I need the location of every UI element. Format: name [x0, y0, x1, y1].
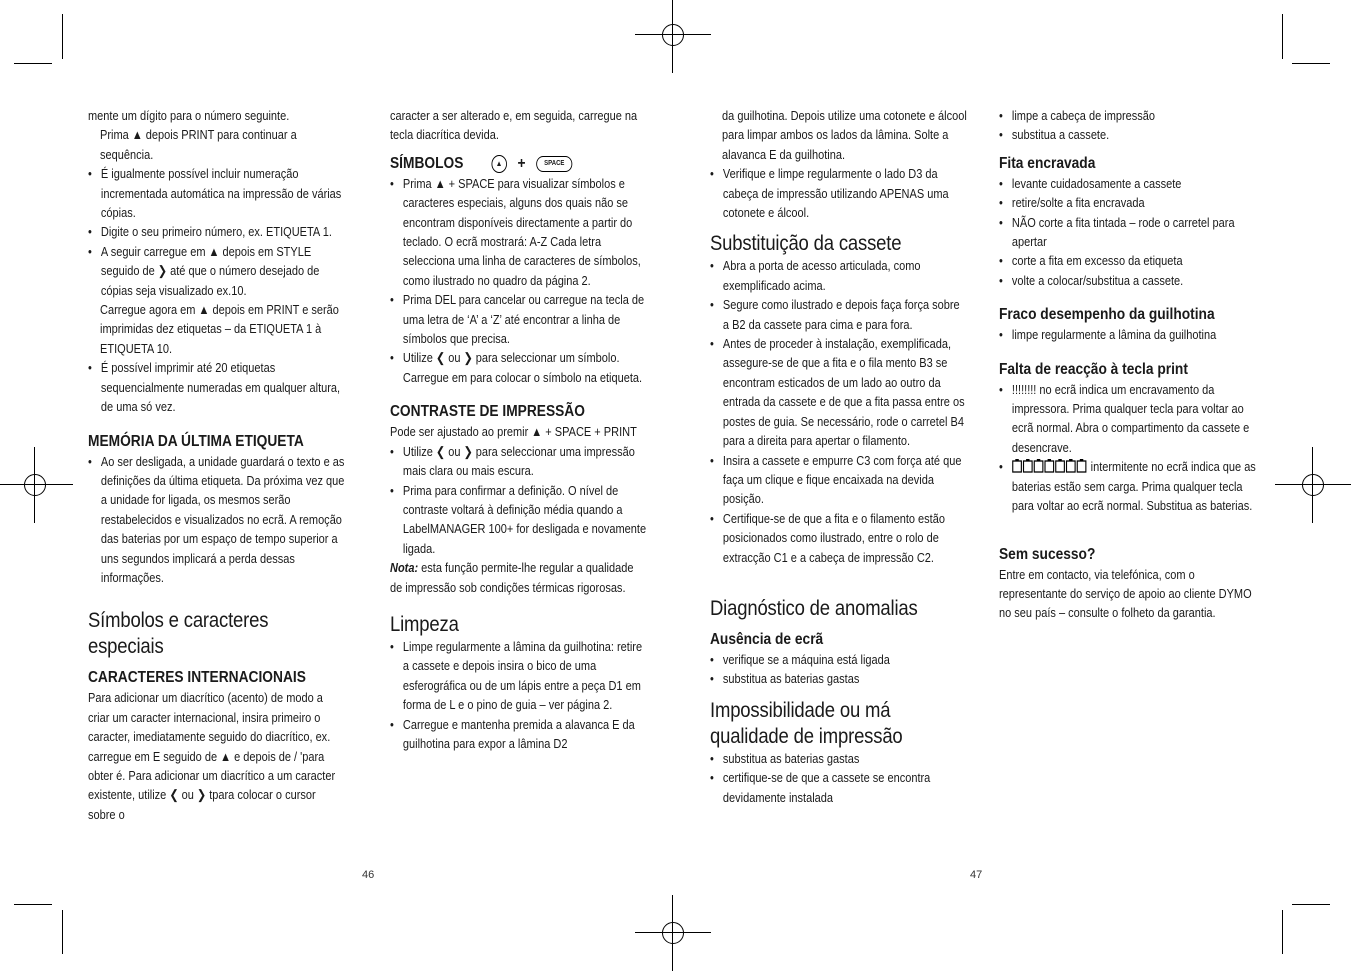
section-heading: CARACTERES INTERNACIONAIS — [88, 669, 306, 687]
list-item: • Certifique-se de que a fita e o filamento estão posicionados como ilustrado, entre o rolo de extracção C1 e a cabeça de impressão C2. — [710, 509, 968, 567]
column-4 — [999, 106, 1266, 623]
list-item: • retire/solte a fita encravada — [999, 193, 1266, 212]
list-item: • Prima ▲ + SPACE para visualizar símbolos e caracteres especiais, alguns dos quais não se encontram disponíveis directamente a partir do teclado. O ecrã mostrará: A-Z Cada letra selecciona uma linha de caracteres de símbolos, como ilustrado no quadro da página 2. — [390, 174, 648, 290]
section-heading: Fita encravada — [999, 154, 1096, 172]
paragraph: Prima ▲ depois PRINT para continuar a sequência. — [100, 127, 297, 162]
section-heading: Ausência de ecrã — [710, 630, 824, 648]
paragraph: caracter a ser alterado e, em seguida, carregue na tecla diacrítica devida. — [390, 108, 638, 143]
section-title: Diagnóstico de anomalias — [710, 595, 918, 620]
list-item: • Carregue e mantenha premida a alavanca E da guilhotina para expor a lâmina D2 — [390, 715, 648, 754]
list-item: • Ao ser desligada, a unidade guardará o texto e as definições da última etiqueta. Da próxima vez que a unidade for ligada, os mesmos serão restabelecidos e visualizados no ecrã. A remoção das baterias por um espaço de tempo superior a uns segundos implicará a perda dessas informações. — [88, 452, 346, 588]
crop-mark — [62, 14, 63, 59]
list-item: • Utilize ❮ ou ❯ para seleccionar um símbolo. Carregue em para colocar o símbolo na etiqueta. — [390, 348, 648, 387]
list-item — [999, 457, 1266, 515]
list-item: • Prima DEL para cancelar ou carregue na tecla de uma letra de ‘A’ a ‘Z’ até encontrar a linha de símbolos que precisa. — [390, 290, 648, 348]
list-item: • Segure como ilustrado e depois faça força sobre a B2 da cassete para cima e para fora. — [710, 295, 968, 334]
list-item: • corte a fita em excesso da etiqueta — [999, 251, 1266, 270]
section-heading: Sem sucesso? — [999, 545, 1096, 563]
list-item: • certifique-se de que a cassete se encontra devidamente instalada — [710, 768, 968, 807]
battery-text: intermitente no ecrã indica que as baterias estão sem carga. Prima qualquer tecla para voltar ao ecrã normal. Substitua as baterias. — [1011, 459, 1256, 514]
paragraph: mente um dígito para o número seguinte. — [88, 108, 290, 123]
registration-mark — [0, 447, 73, 523]
column-3 — [710, 106, 968, 807]
page-number-left: 46 — [362, 869, 375, 881]
paragraph: da guilhotina. Depois utilize uma cotonete e álcool para limpar ambos os lados da lâmina. Solte a alavanca E da guilhotina. — [722, 108, 967, 162]
paragraph: Entre em contacto, via telefónica, com o representante do serviço de apoio ao cliente DYMO no seu país – consulte o folheto da garantia. — [999, 566, 1252, 621]
list-item: • substitua as baterias gastas — [710, 749, 968, 768]
crop-mark — [62, 910, 63, 954]
list-item: • substitua a cassete. — [999, 125, 1266, 144]
section-title: qualidade de impressão — [710, 723, 903, 748]
list-item: • Digite o seu primeiro número, ex. ETIQUETA 1. — [88, 222, 346, 241]
crop-mark — [1292, 904, 1330, 905]
symbols-title: SÍMBOLOS — [390, 154, 464, 172]
list-item: • Antes de proceder à instalação, exemplificada, assegure-se de que a fita e o fila mento B3 se encontram esticados de um lado ao outro da entrada da cassete e de que a fita passa entre os postes de guia. Se necessário, rode o carretel B4 para a direita para apertar o filamento. — [710, 334, 968, 450]
crop-mark — [1282, 910, 1283, 954]
note-text: esta função permite-lhe regular a qualidade de impressão sob condições térmicas rigorosas. — [390, 560, 634, 595]
section-heading — [390, 153, 648, 174]
section-title: Impossibilidade ou má — [710, 697, 891, 722]
paragraph: Carregue agora em ▲ depois em PRINT e serão imprimidas dez etiquetas – da ETIQUETA 1 à ETIQUETA 10. — [100, 302, 339, 356]
registration-mark — [1275, 447, 1351, 523]
section-heading: Fraco desempenho da guilhotina — [999, 306, 1215, 324]
section-title: Limpeza — [390, 611, 459, 636]
registration-mark — [635, 0, 711, 73]
space-key-icon: SPACE — [536, 156, 572, 172]
list-item: • Insira a cassete e empurre C3 com força até que faça um clique e fique encaixada na devida posição. — [710, 451, 968, 509]
battery-low-icon — [1012, 459, 1088, 473]
crop-mark — [1292, 63, 1330, 64]
column-2 — [390, 106, 648, 753]
list-item: • NÃO corte a fita tintada – rode o carretel para apertar — [999, 213, 1266, 252]
list-item: • Abra a porta de acesso articulada, como exemplificado acima. — [710, 256, 968, 295]
section-heading: MEMÓRIA DA ÚLTIMA ETIQUETA — [88, 432, 304, 450]
list-item: • Prima para confirmar a definição. O nível de contraste voltará à definição média quando a LabelMANAGER 100+ for desligada e novamente ligada. — [390, 481, 648, 559]
plus-sign: + — [517, 154, 526, 172]
registration-mark — [635, 895, 711, 971]
list-item: • !!!!!!!! no ecrã indica um encravamento da impressora. Prima qualquer tecla para voltar ao ecrã normal. Abra o compartimento da cassete e desencrave. — [999, 380, 1266, 458]
column-1 — [88, 106, 346, 824]
list-item: • verifique se a máquina está ligada — [710, 650, 968, 669]
list-item: • limpe a cabeça de impressão — [999, 106, 1266, 125]
section-title: Substituição da cassete — [710, 231, 902, 256]
section-heading: Falta de reacção à tecla print — [999, 360, 1188, 378]
list-item: • substitua as baterias gastas — [710, 669, 968, 688]
list-item: • Limpe regularmente a lâmina da guilhotina: retire a cassete e depois insira o bico de uma esferográfica ou de um lápis entre a peça D1 em forma de L e o pino de guia – ver página 2. — [390, 637, 648, 715]
list-item: • volte a colocar/substitua a cassete. — [999, 271, 1266, 290]
crop-mark — [14, 63, 52, 64]
crop-mark — [14, 904, 52, 905]
paragraph: Para adicionar um diacrítico (acento) de modo a criar um caracter internacional, insira primeiro o caracter, imediatamente seguido do diacrítico, ex. carregue em E seguido de ▲ e depois de / 'para obter é. Para adicionar um diacrítico a um caracter existente, utilize ❮ ou ❯ tpara colocar o cursor sobre o — [88, 690, 336, 822]
list-item: • Verifique e limpe regularmente o lado D3 da cabeça de impressão utilizando APENAS uma cotonete e álcool. — [710, 164, 968, 222]
paragraph: Pode ser ajustado ao premir ▲ + SPACE + PRINT — [390, 424, 637, 440]
list-item: • limpe regularmente a lâmina da guilhotina — [999, 325, 1266, 344]
note-label: Nota: — [390, 560, 419, 576]
shift-key-icon: ▲ — [491, 155, 506, 173]
section-heading: CONTRASTE DE IMPRESSÃO — [390, 403, 585, 421]
list-item: • Utilize ❮ ou ❯ para seleccionar uma impressão mais clara ou mais escura. — [390, 442, 648, 481]
list-item: • É possível imprimir até 20 etiquetas sequencialmente numeradas em qualquer altura, de uma só vez. — [88, 358, 346, 416]
section-title: Símbolos e caracteres especiais — [88, 608, 269, 659]
note — [390, 558, 648, 597]
list-item: • É igualmente possível incluir numeração incrementada automática na impressão de várias cópias. — [88, 164, 346, 222]
list-item: • A seguir carregue em ▲ depois em STYLE seguido de ❯ até que o número desejado de cópias seja visualizado ex.10. — [88, 242, 346, 300]
crop-mark — [1282, 14, 1283, 59]
page-number-right: 47 — [970, 869, 983, 881]
list-item: • levante cuidadosamente a cassete — [999, 174, 1266, 193]
